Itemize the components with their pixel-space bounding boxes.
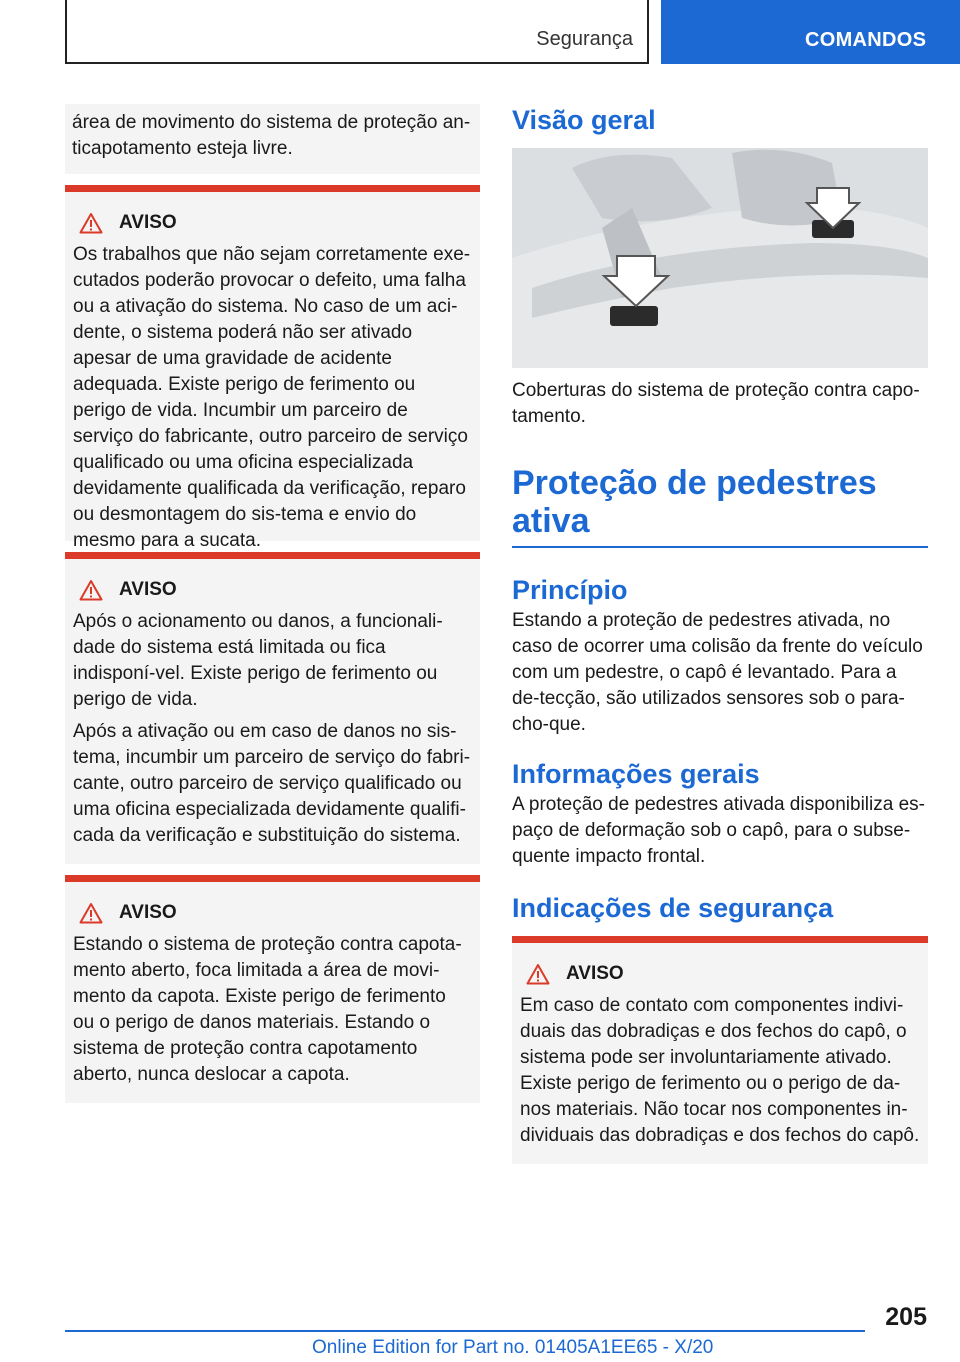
warning-header <box>73 898 472 928</box>
warning-box-1 <box>65 185 480 551</box>
rollover-covers-photo <box>512 148 928 368</box>
warning-box-2 <box>65 552 480 864</box>
page-number: 205 <box>885 1303 927 1331</box>
main-heading: Proteção de pedestres ativa <box>512 464 877 540</box>
warning-label: AVISO <box>119 902 177 923</box>
warning-triangle-icon <box>79 902 103 924</box>
warning-triangle-icon <box>526 963 550 985</box>
general-info-heading: Informações gerais <box>512 759 760 789</box>
principle-heading: Princípio <box>512 575 628 605</box>
footer-edition: Online Edition for Part no. 01405A1EE65 - X/20 <box>312 1337 714 1358</box>
warning-text: Os trabalhos que não sejam corretamente exe-cutados poderão provocar o defeito, uma falha ou a ativação do sistema. No caso de um aci-dente, o sistema poderá não ser ativado apesar de uma gravidade de acidente adequada. Existe perigo de ferimento ou perigo de vida. Incumbir um parceiro de serviço do fabricante, outro parceiro de serviço qualificado ou uma oficina especializada devidamente qualificada da verificação, reparo ou desmontagem do sis-tema e envio do mesmo para a sucata. <box>73 244 471 551</box>
warning-triangle-icon <box>79 212 103 234</box>
car-interior-illustration <box>512 148 928 368</box>
warning-label: AVISO <box>119 579 177 600</box>
header-chapter-title: COMANDOS <box>805 29 927 51</box>
footer-rule <box>65 1330 865 1332</box>
principle-text: Estando a proteção de pedestres ativada, no caso de ocorrer uma colisão da frente do veículo com um pedestre, o capô é levantado. Para a de-tecção, são utilizados sensores sob o para-cho-que. <box>512 610 923 735</box>
header-chapter-tab <box>661 0 960 64</box>
general-info-text: A proteção de pedestres ativada disponibiliza es-paço de deformação sob o capô, para o subse-quente impacto frontal. <box>512 794 925 867</box>
warning-label: AVISO <box>119 212 177 233</box>
safety-heading: Indicações de segurança <box>512 893 834 923</box>
warning-text: Estando o sistema de proteção contra capota-mento aberto, foca limitada a área de movi-mento da capota. Existe perigo de ferimento ou o perigo de danos materiais. Estando o sistema de proteção contra capotamento aberto, nunca deslocar a capota. <box>73 934 462 1085</box>
safety-warning-box <box>512 936 928 1164</box>
warning-header <box>520 959 920 989</box>
photo-caption: Coberturas do sistema de proteção contra capo-tamento. <box>512 380 920 427</box>
left-column <box>65 104 480 1103</box>
warning-label: AVISO <box>566 963 624 984</box>
warning-text: Após o acionamento ou danos, a funcionali-dade do sistema está limitada ou fica indisponí-vel. Existe perigo de ferimento ou perigo de vida. <box>73 611 443 710</box>
warning-text: Em caso de contato com componentes indivi-duais das dobradiças e dos fechos do capô, o sistema pode ser involuntariamente ativado. Existe perigo de ferimento ou o perigo de da-nos materiais. Não tocar nos componentes in-dividuais das dobradiças e dos fechos do capô. <box>520 995 920 1146</box>
warning-triangle-icon <box>79 579 103 601</box>
intro-box <box>65 104 480 174</box>
warning-text: Após a ativação ou em caso de danos no sis-tema, incumbir um parceiro de serviço do fabri-cante, outro parceiro de serviço qualificado ou uma oficina especializada devidamente qualifi-cada da verificação e substituição do sistema. <box>73 721 471 846</box>
warning-box-3 <box>65 875 480 1103</box>
overview-heading: Visão geral <box>512 105 656 135</box>
warning-header <box>73 575 472 605</box>
heading-rule <box>512 546 928 548</box>
right-column <box>512 104 928 1164</box>
intro-text: área de movimento do sistema de proteção an-ticapotamento esteja livre. <box>72 112 471 159</box>
warning-header <box>73 208 472 238</box>
header-section-tab <box>65 0 649 64</box>
header-section-title: Segurança <box>536 28 633 50</box>
